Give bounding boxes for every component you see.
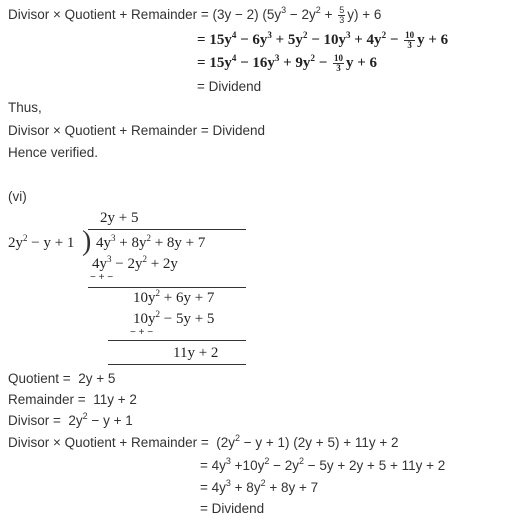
check-line: Divisor × Quotient + Remainder = $(2y^2 - y + 1) (2y + 5) + 11y + 2$: [8, 433, 399, 450]
subtract-bar-2: [108, 340, 246, 341]
sign-row-2: − + −: [130, 327, 154, 338]
check-step-2: = $4y^3 + 8y^2 + 8y + 7$: [200, 478, 319, 495]
v-step3: = Dividend: [197, 79, 262, 94]
fraction-10-3: $\frac{10}{3}$: [405, 30, 415, 50]
subtract-row-1: $4y^3 - 2y^2 + 2y$: [92, 254, 178, 272]
fraction-5-3: $\frac{5}{3}$: [339, 5, 345, 25]
section-label-vi: (vi): [8, 189, 27, 204]
division-divisor: $2y^2 - y + 1$: [8, 233, 75, 251]
v-step1: = $15y^4 - 6y^3 + 5y^2 - 10y^3 + 4y^2$ − $\frac{10}{3}$ y + 6: [197, 29, 449, 50]
remainder-line: Remainder = 11y + 2: [8, 392, 137, 407]
verified-text: Hence verified.: [8, 145, 99, 160]
v-line1: Divisor × Quotient + Remainder = (3y − 2) ($5y^3 - 2y^2$ + $\frac{5}{3}$ y) + 6: [8, 5, 382, 25]
final-remainder: 11y + 2: [173, 345, 219, 361]
sign-row-1: − + −: [90, 272, 114, 283]
thus-text: Thus,: [8, 100, 42, 115]
fraction-10-3: $\frac{10}{3}$: [334, 53, 343, 73]
division-dividend: $4y^3 + 8y^2 + 8y + 7$: [96, 233, 206, 251]
final-bar: [108, 364, 246, 365]
check-step-1: = $4y^3 +10y^2 - 2y^2 - 5y + 2y + 5 + 11y + 2$: [200, 456, 446, 473]
division-bracket: ): [82, 226, 92, 257]
quotient-line: Quotient = 2y + 5: [8, 371, 116, 386]
divisor-line: Divisor = $2y^2 - y + 1$: [8, 411, 133, 428]
remainder-row-1: $10y^2 + 6y + 7$: [133, 288, 215, 306]
conclusion-text: Divisor × Quotient + Remainder = Dividend: [8, 123, 266, 138]
v-step2: = $15y^4 - 16y^3 + 9y^2$ − $\frac{10}{3}$ y + 6: [197, 52, 378, 73]
division-quotient: 2y + 5: [100, 210, 139, 226]
subtract-row-2: $10y^2 - 5y + 5$: [133, 309, 215, 327]
subtract-bar-1: [88, 287, 246, 288]
check-step-3: = Dividend: [200, 501, 265, 516]
quotient-bar: [88, 229, 246, 230]
